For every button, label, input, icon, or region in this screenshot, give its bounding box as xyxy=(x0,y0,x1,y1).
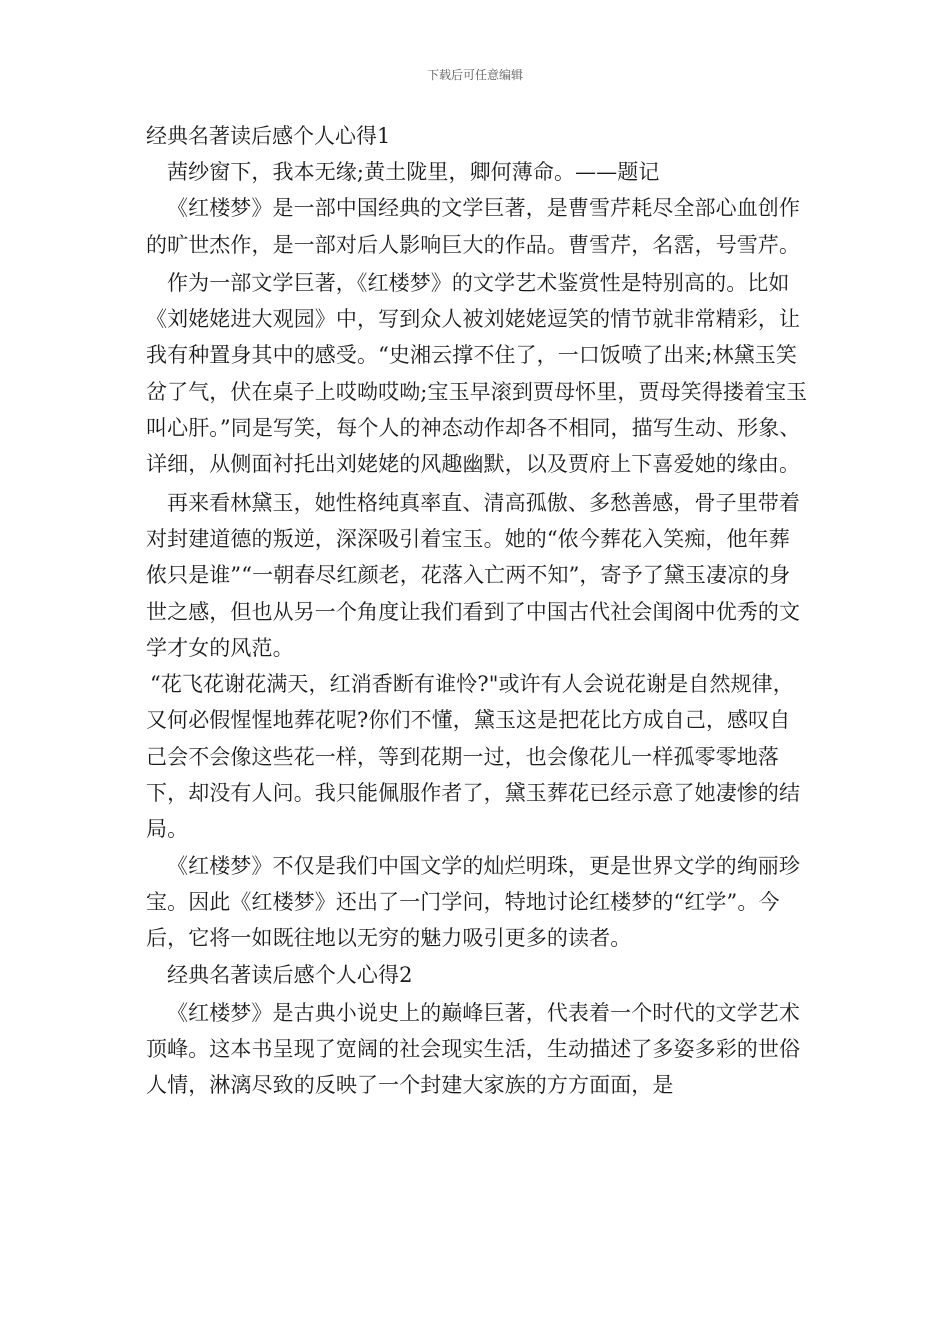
paragraph-2: 作为一部文学巨著，《红楼梦》的文学艺术鉴赏性是特别高的。比如《刘姥姥进大观园》中，写到众人被刘姥姥逗笑的情节就非常精彩，让我有种置身其中的感受。“史湘云撑不住了，一口饭喷了出来;林黛玉笑岔了气，伏在桌子上哎呦哎呦;宝玉早滚到贾母怀里，贾母笑得搂着宝玉叫心肝。”同是写笑，每个人的神态动作却各不相同，描写生动、形象、详细，从侧面衬托出刘姥姥的风趣幽默，以及贾府上下喜爱她的缘由。 xyxy=(146,270,808,477)
paragraph-4: “花飞花谢花满天，红消香断有谁怜?"或许有人会说花谢是自然规律，又何必假惺惺地葬花呢?你们不懂，黛玉这是把花比方成自己，感叹自己会不会像这些花一样，等到花期一过，也会像花儿一样孤零零地落下，却没有人问。我只能佩服作者了，黛玉葬花已经示意了她凄惨的结局。 xyxy=(146,672,801,842)
paragraph-3: 再来看林黛玉，她性格纯真率直、清高孤傲、多愁善感，骨子里带着对封建道德的叛逆，深深吸引着宝玉。她的“侬今葬花入笑痴，他年葬侬只是谁”“一朝春尽红颜老，花落入亡两不知”，寄予了黛玉凄凉的身世之感，但也从另一个角度让我们看到了中国古代社会闺阁中优秀的文学才女的风范。 xyxy=(146,490,801,660)
section-heading-1: 经典名著读后感个人心得1 xyxy=(146,124,391,148)
epigraph-paragraph: 茜纱窗下，我本无缘;黄土陇里，卿何薄命。——题记 xyxy=(167,160,660,184)
paragraph-5: 《红楼梦》不仅是我们中国文学的灿烂明珠，更是世界文学的绚丽珍宝。因此《红楼梦》还出了一门学问，特地讨论红楼梦的“红学”。今后，它将一如既往地以无穷的魅力吸引更多的读者。 xyxy=(146,853,800,951)
paragraph-1: 《红楼梦》是一部中国经典的文学巨著，是曹雪芹耗尽全部心血创作的旷世杰作，是一部对后人影响巨大的作品。曹雪芹，名霑，号雪芹。 xyxy=(146,196,801,257)
section-heading-2: 经典名著读后感个人心得2 xyxy=(167,962,413,987)
paragraph-6: 《红楼梦》是古典小说史上的巅峰巨著，代表着一个时代的文学艺术顶峰。这本书呈现了宽阔的社会现实生活，生动描述了多姿多彩的世俗人情，淋漓尽致的反映了一个封建大家族的方方面面，是 xyxy=(146,1000,801,1098)
page-header: 下载后可任意编辑 xyxy=(426,68,523,82)
document-body xyxy=(146,118,810,1104)
